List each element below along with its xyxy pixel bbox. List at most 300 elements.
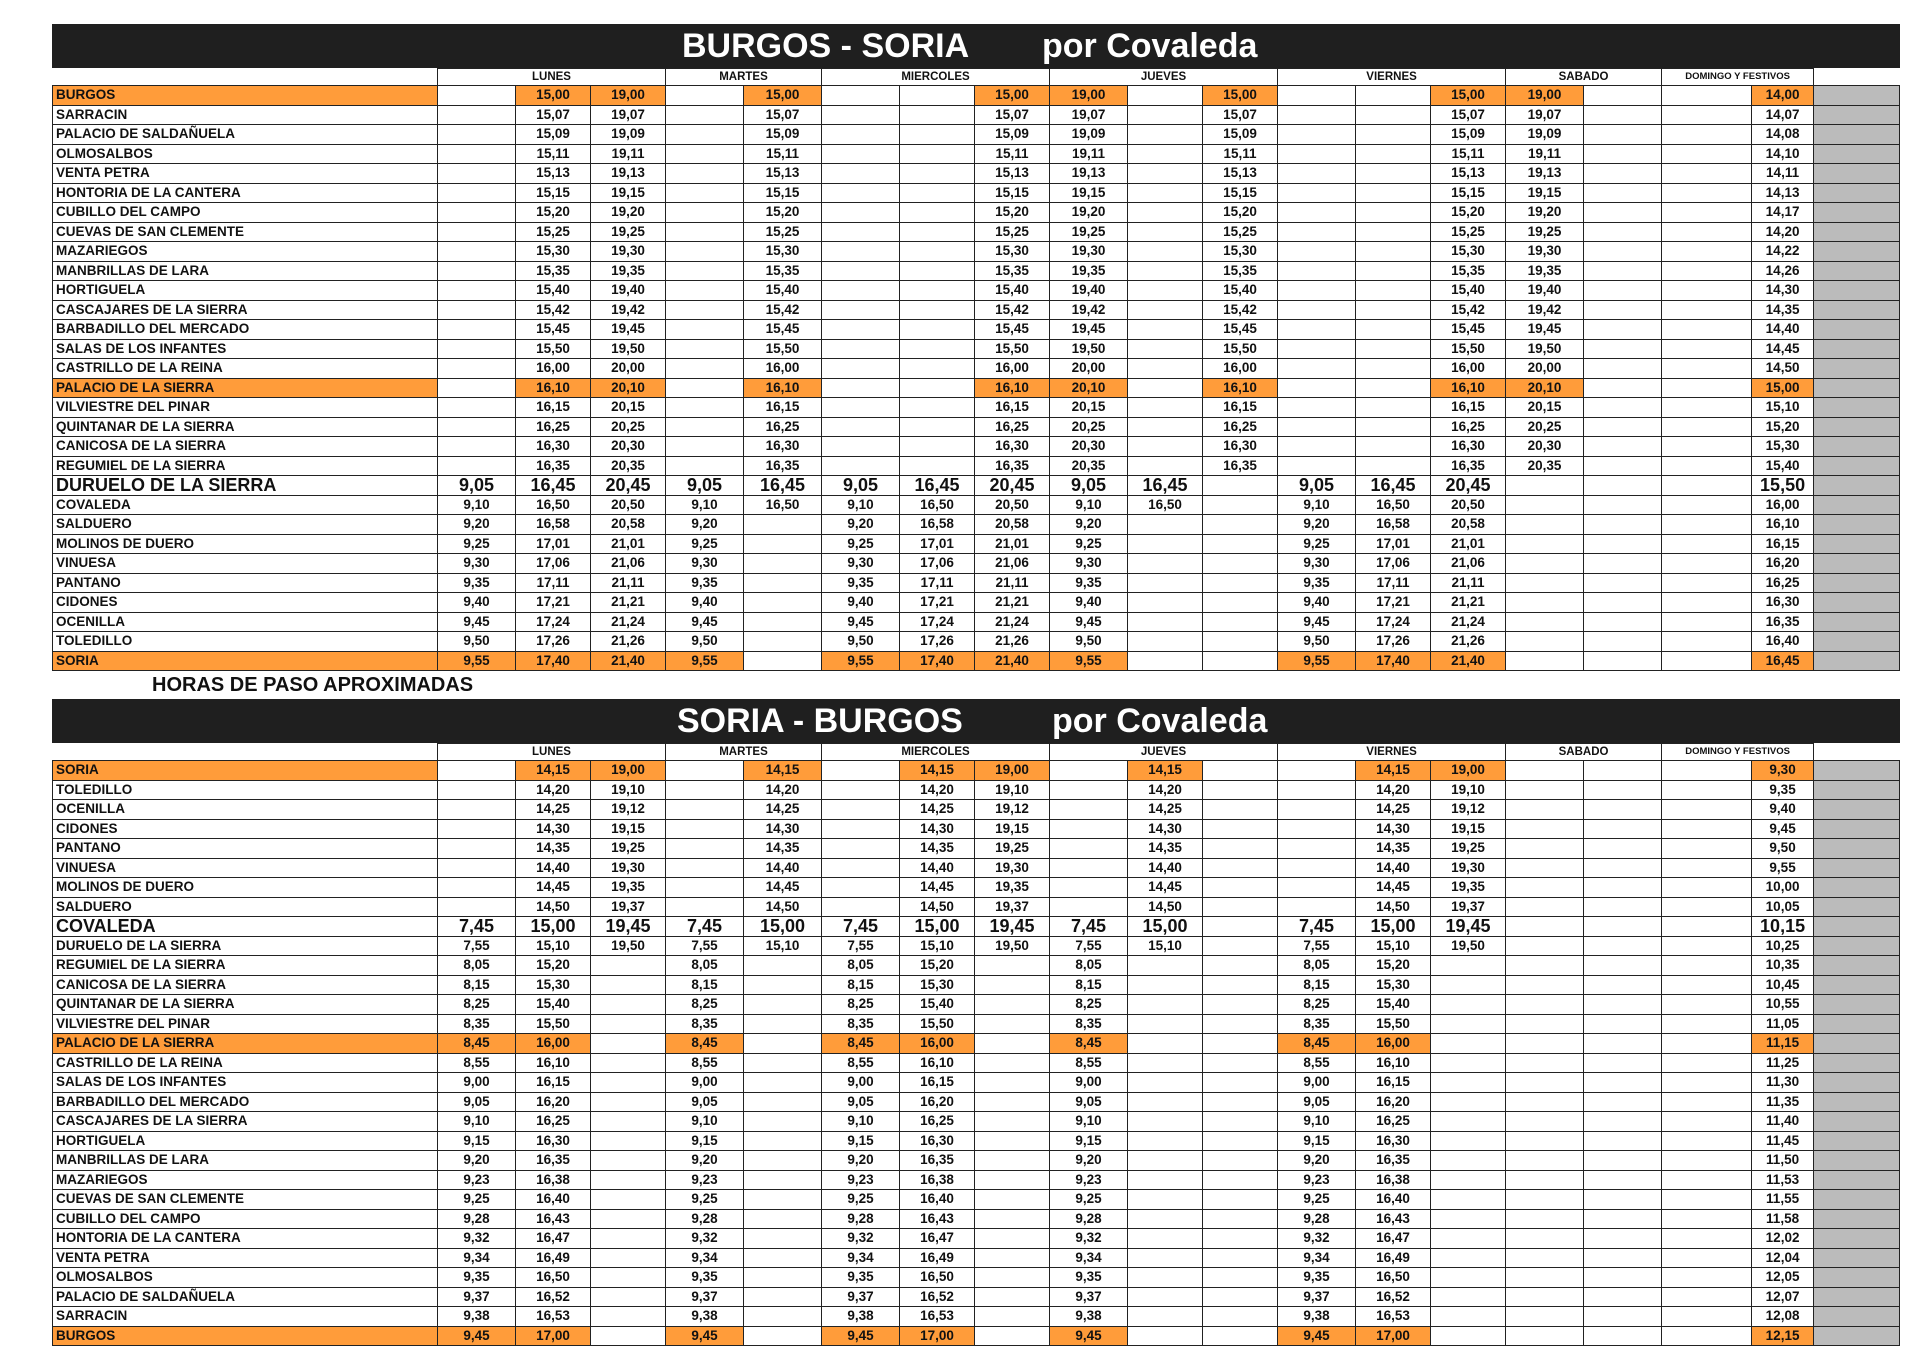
departure-time — [1662, 125, 1752, 145]
departure-time — [1814, 1248, 1900, 1268]
departure-time: 15,40 — [1752, 456, 1814, 476]
departure-time — [438, 378, 516, 398]
departure-time: 19,25 — [591, 839, 666, 859]
departure-time — [1278, 858, 1356, 878]
departure-time — [1814, 495, 1900, 515]
departure-time: 11,30 — [1752, 1073, 1814, 1093]
departure-time — [1506, 476, 1584, 496]
departure-time: 19,09 — [1506, 125, 1584, 145]
station-row — [53, 495, 1900, 515]
departure-time: 9,05 — [1278, 476, 1356, 496]
departure-time: 19,30 — [1431, 858, 1506, 878]
departure-time — [1662, 261, 1752, 281]
day-header: SABADO — [1506, 69, 1662, 86]
departure-time: 15,11 — [516, 144, 591, 164]
departure-time: 21,40 — [1431, 651, 1506, 671]
departure-time: 20,15 — [1050, 398, 1128, 418]
departure-time — [1356, 105, 1431, 125]
departure-time — [1128, 86, 1203, 106]
departure-time — [1584, 612, 1662, 632]
departure-time: 17,00 — [900, 1326, 975, 1346]
departure-time — [822, 839, 900, 859]
departure-time: 17,06 — [1356, 554, 1431, 574]
departure-time — [1506, 1092, 1584, 1112]
departure-time — [1662, 573, 1752, 593]
station-name: MOLINOS DE DUERO — [53, 878, 438, 898]
departure-time — [1128, 995, 1203, 1015]
departure-time: 19,35 — [1431, 878, 1506, 898]
departure-time — [1662, 1268, 1752, 1288]
departure-time: 9,35 — [822, 1268, 900, 1288]
departure-time — [1278, 339, 1356, 359]
departure-time — [1506, 1034, 1584, 1054]
departure-time: 16,00 — [1203, 359, 1278, 379]
departure-time — [1814, 164, 1900, 184]
departure-time — [1203, 956, 1278, 976]
departure-time: 15,11 — [744, 144, 822, 164]
station-name: CUEVAS DE SAN CLEMENTE — [53, 222, 438, 242]
departure-time — [1278, 819, 1356, 839]
departure-time — [1814, 300, 1900, 320]
departure-time: 15,30 — [1431, 242, 1506, 262]
departure-time: 21,01 — [975, 534, 1050, 554]
departure-time — [1662, 1151, 1752, 1171]
departure-time: 9,23 — [1050, 1170, 1128, 1190]
departure-time: 17,40 — [1356, 651, 1431, 671]
departure-time: 16,49 — [1356, 1248, 1431, 1268]
departure-time — [1662, 456, 1752, 476]
departure-time: 11,25 — [1752, 1053, 1814, 1073]
departure-time: 19,42 — [1050, 300, 1128, 320]
departure-time — [975, 1014, 1050, 1034]
departure-time — [1128, 1248, 1203, 1268]
departure-time — [900, 203, 975, 223]
departure-time: 15,25 — [1203, 222, 1278, 242]
departure-time — [1050, 897, 1128, 917]
departure-time — [1278, 300, 1356, 320]
departure-time — [1278, 261, 1356, 281]
departure-time: 16,20 — [516, 1092, 591, 1112]
departure-time — [438, 105, 516, 125]
departure-time: 9,32 — [1278, 1229, 1356, 1249]
departure-time — [1584, 1053, 1662, 1073]
departure-time: 16,52 — [1356, 1287, 1431, 1307]
departure-time: 19,40 — [1050, 281, 1128, 301]
departure-time: 14,40 — [1128, 858, 1203, 878]
departure-time: 15,35 — [975, 261, 1050, 281]
departure-time — [1814, 917, 1900, 937]
departure-time: 15,00 — [1752, 378, 1814, 398]
departure-time — [591, 956, 666, 976]
departure-time — [1814, 1170, 1900, 1190]
departure-time: 14,00 — [1752, 86, 1814, 106]
departure-time: 14,35 — [744, 839, 822, 859]
departure-time: 16,30 — [900, 1131, 975, 1151]
departure-time: 10,00 — [1752, 878, 1814, 898]
departure-time — [1128, 1229, 1203, 1249]
station-row — [53, 761, 1900, 781]
departure-time — [591, 1229, 666, 1249]
departure-time: 19,45 — [1506, 320, 1584, 340]
departure-time — [822, 203, 900, 223]
departure-time — [1128, 975, 1203, 995]
departure-time: 9,10 — [1278, 1112, 1356, 1132]
departure-time: 20,30 — [591, 437, 666, 457]
departure-time — [744, 1287, 822, 1307]
departure-time — [1506, 612, 1584, 632]
departure-time: 15,40 — [900, 995, 975, 1015]
departure-time — [1128, 125, 1203, 145]
departure-time — [1128, 105, 1203, 125]
station-name: COVALEDA — [53, 495, 438, 515]
departure-time — [900, 359, 975, 379]
departure-time: 20,35 — [1050, 456, 1128, 476]
departure-time — [1506, 1248, 1584, 1268]
departure-time: 19,07 — [1050, 105, 1128, 125]
departure-time — [438, 800, 516, 820]
departure-time: 15,20 — [744, 203, 822, 223]
departure-time — [1356, 86, 1431, 106]
departure-time: 19,37 — [1431, 897, 1506, 917]
departure-time: 16,00 — [900, 1034, 975, 1054]
departure-time: 16,38 — [1356, 1170, 1431, 1190]
departure-time — [1203, 573, 1278, 593]
departure-time — [1506, 1131, 1584, 1151]
station-row — [53, 359, 1900, 379]
station-row — [53, 936, 1900, 956]
departure-time — [975, 1229, 1050, 1249]
departure-time: 19,30 — [591, 858, 666, 878]
departure-time: 9,34 — [438, 1248, 516, 1268]
departure-time — [1506, 761, 1584, 781]
departure-time: 15,20 — [516, 203, 591, 223]
departure-time — [1814, 456, 1900, 476]
departure-time — [666, 261, 744, 281]
departure-time: 19,45 — [1431, 917, 1506, 937]
departure-time — [1128, 417, 1203, 437]
departure-time: 9,45 — [822, 1326, 900, 1346]
section-soria-burgos — [52, 699, 1900, 1346]
departure-time: 15,50 — [516, 339, 591, 359]
departure-time — [1356, 164, 1431, 184]
departure-time: 21,01 — [1431, 534, 1506, 554]
departure-time: 8,45 — [666, 1034, 744, 1054]
station-name: PALACIO DE LA SIERRA — [53, 1034, 438, 1054]
day-header-row — [53, 69, 1900, 86]
departure-time: 11,58 — [1752, 1209, 1814, 1229]
departure-time: 11,40 — [1752, 1112, 1814, 1132]
station-name: VINUESA — [53, 858, 438, 878]
departure-time — [1584, 534, 1662, 554]
departure-time: 9,38 — [666, 1307, 744, 1327]
departure-time — [1662, 651, 1752, 671]
departure-time: 9,38 — [822, 1307, 900, 1327]
departure-time — [438, 125, 516, 145]
departure-time: 21,26 — [975, 632, 1050, 652]
departure-time: 9,38 — [438, 1307, 516, 1327]
departure-time: 14,35 — [1752, 300, 1814, 320]
departure-time — [1203, 1248, 1278, 1268]
departure-time — [438, 456, 516, 476]
station-row — [53, 651, 1900, 671]
departure-time — [744, 554, 822, 574]
departure-time: 16,25 — [1752, 573, 1814, 593]
departure-time — [975, 1034, 1050, 1054]
departure-time: 14,15 — [1128, 761, 1203, 781]
departure-time: 15,30 — [744, 242, 822, 262]
station-name: BURGOS — [53, 86, 438, 106]
departure-time: 20,58 — [1431, 515, 1506, 535]
departure-time: 16,10 — [1203, 378, 1278, 398]
departure-time: 9,50 — [438, 632, 516, 652]
departure-time: 9,10 — [1050, 1112, 1128, 1132]
departure-time: 19,13 — [1050, 164, 1128, 184]
departure-time — [591, 995, 666, 1015]
departure-time: 19,10 — [1431, 780, 1506, 800]
departure-time — [1356, 456, 1431, 476]
departure-time — [1278, 359, 1356, 379]
station-name: REGUMIEL DE LA SIERRA — [53, 456, 438, 476]
departure-time: 8,45 — [1278, 1034, 1356, 1054]
departure-time — [1584, 320, 1662, 340]
departure-time: 15,10 — [900, 936, 975, 956]
departure-time — [1431, 1229, 1506, 1249]
departure-time — [900, 417, 975, 437]
departure-time — [1584, 1170, 1662, 1190]
departure-time — [1203, 936, 1278, 956]
departure-time — [1128, 359, 1203, 379]
departure-time — [666, 183, 744, 203]
departure-time: 15,35 — [744, 261, 822, 281]
departure-time — [1662, 878, 1752, 898]
departure-time: 8,05 — [1278, 956, 1356, 976]
departure-time: 15,11 — [975, 144, 1050, 164]
departure-time: 9,35 — [1050, 573, 1128, 593]
departure-time — [591, 1190, 666, 1210]
station-name: OCENILLA — [53, 612, 438, 632]
departure-time: 19,25 — [591, 222, 666, 242]
departure-time — [1814, 1034, 1900, 1054]
departure-time: 19,15 — [591, 819, 666, 839]
station-name: SALAS DE LOS INFANTES — [53, 1073, 438, 1093]
departure-time: 20,58 — [591, 515, 666, 535]
departure-time — [1814, 86, 1900, 106]
departure-time: 8,55 — [666, 1053, 744, 1073]
departure-time — [975, 1170, 1050, 1190]
station-row — [53, 1190, 1900, 1210]
departure-time: 14,20 — [744, 780, 822, 800]
departure-time — [1431, 975, 1506, 995]
departure-time — [744, 612, 822, 632]
station-row — [53, 222, 1900, 242]
departure-time: 16,10 — [975, 378, 1050, 398]
departure-time — [1278, 839, 1356, 859]
station-row — [53, 144, 1900, 164]
departure-time: 16,35 — [1431, 456, 1506, 476]
departure-time: 15,11 — [1431, 144, 1506, 164]
departure-time — [1128, 1209, 1203, 1229]
departure-time — [666, 203, 744, 223]
departure-time: 16,15 — [1356, 1073, 1431, 1093]
departure-time — [1584, 554, 1662, 574]
day-header: SABADO — [1506, 744, 1662, 761]
departure-time — [822, 359, 900, 379]
departure-time — [666, 359, 744, 379]
departure-time — [1278, 203, 1356, 223]
departure-time — [1662, 320, 1752, 340]
departure-time — [1506, 800, 1584, 820]
departure-time: 15,30 — [516, 242, 591, 262]
departure-time — [1128, 339, 1203, 359]
departure-time — [438, 222, 516, 242]
departure-time — [1584, 573, 1662, 593]
departure-time — [1662, 975, 1752, 995]
station-name: OCENILLA — [53, 800, 438, 820]
departure-time: 15,35 — [1203, 261, 1278, 281]
departure-time — [1662, 378, 1752, 398]
departure-time: 9,32 — [438, 1229, 516, 1249]
departure-time: 19,20 — [1506, 203, 1584, 223]
station-row — [53, 476, 1900, 496]
departure-time — [666, 125, 744, 145]
departure-time — [1203, 1170, 1278, 1190]
station-name: CIDONES — [53, 593, 438, 613]
departure-time: 20,50 — [1431, 495, 1506, 515]
departure-time: 9,37 — [1050, 1287, 1128, 1307]
departure-time: 9,05 — [1050, 476, 1128, 496]
station-name: SALDUERO — [53, 515, 438, 535]
station-name: CASCAJARES DE LA SIERRA — [53, 300, 438, 320]
departure-time — [822, 164, 900, 184]
departure-time — [1128, 554, 1203, 574]
station-name: REGUMIEL DE LA SIERRA — [53, 956, 438, 976]
departure-time — [1814, 936, 1900, 956]
departure-time: 15,10 — [1356, 936, 1431, 956]
departure-time: 9,25 — [438, 534, 516, 554]
departure-time — [1506, 897, 1584, 917]
departure-time: 15,35 — [516, 261, 591, 281]
departure-time: 20,45 — [975, 476, 1050, 496]
departure-time — [1203, 1112, 1278, 1132]
departure-time — [975, 1151, 1050, 1171]
departure-time — [1814, 437, 1900, 457]
departure-time: 16,35 — [516, 456, 591, 476]
departure-time: 12,07 — [1752, 1287, 1814, 1307]
station-row — [53, 819, 1900, 839]
departure-time: 16,43 — [516, 1209, 591, 1229]
departure-time — [1584, 1014, 1662, 1034]
departure-time: 16,15 — [516, 398, 591, 418]
departure-time: 16,50 — [1356, 1268, 1431, 1288]
departure-time: 9,25 — [1050, 1190, 1128, 1210]
departure-time — [1814, 261, 1900, 281]
departure-time: 9,28 — [438, 1209, 516, 1229]
departure-time — [1203, 651, 1278, 671]
departure-time — [1662, 1326, 1752, 1346]
departure-time — [1278, 878, 1356, 898]
departure-time — [1814, 1209, 1900, 1229]
departure-time — [1584, 183, 1662, 203]
departure-time — [1814, 1131, 1900, 1151]
departure-time — [975, 975, 1050, 995]
departure-time: 9,32 — [666, 1229, 744, 1249]
departure-time — [1662, 164, 1752, 184]
departure-time: 16,00 — [516, 1034, 591, 1054]
departure-time: 8,05 — [666, 956, 744, 976]
departure-time: 16,15 — [744, 398, 822, 418]
departure-time: 16,30 — [1752, 593, 1814, 613]
station-row — [53, 1112, 1900, 1132]
departure-time: 9,20 — [822, 515, 900, 535]
departure-time — [1662, 203, 1752, 223]
departure-time — [900, 164, 975, 184]
station-row — [53, 437, 1900, 457]
station-row — [53, 203, 1900, 223]
departure-time: 15,09 — [1431, 125, 1506, 145]
departure-time: 14,40 — [1752, 320, 1814, 340]
departure-time — [1662, 1170, 1752, 1190]
departure-time — [1431, 1326, 1506, 1346]
departure-time: 16,45 — [1356, 476, 1431, 496]
departure-time — [744, 1190, 822, 1210]
departure-time — [1814, 1326, 1900, 1346]
departure-time — [822, 858, 900, 878]
departure-time: 14,13 — [1752, 183, 1814, 203]
departure-time — [975, 1190, 1050, 1210]
departure-time — [1050, 800, 1128, 820]
departure-time: 19,07 — [591, 105, 666, 125]
departure-time: 9,20 — [1050, 515, 1128, 535]
station-row — [53, 612, 1900, 632]
departure-time — [1431, 995, 1506, 1015]
departure-time — [1128, 456, 1203, 476]
departure-time — [666, 378, 744, 398]
departure-time — [438, 203, 516, 223]
departure-time — [666, 86, 744, 106]
departure-time — [1814, 1287, 1900, 1307]
departure-time: 19,45 — [1050, 320, 1128, 340]
station-name: MAZARIEGOS — [53, 242, 438, 262]
departure-time — [1814, 800, 1900, 820]
departure-time — [438, 761, 516, 781]
departure-time — [822, 456, 900, 476]
departure-time — [744, 1209, 822, 1229]
departure-time: 9,10 — [666, 495, 744, 515]
station-name: BURGOS — [53, 1326, 438, 1346]
departure-time — [1431, 1073, 1506, 1093]
header-blank — [53, 69, 438, 86]
departure-time: 16,53 — [1356, 1307, 1431, 1327]
departure-time: 19,25 — [1431, 839, 1506, 859]
departure-time: 19,00 — [1050, 86, 1128, 106]
departure-time: 9,50 — [1278, 632, 1356, 652]
departure-time: 9,23 — [666, 1170, 744, 1190]
departure-time: 14,26 — [1752, 261, 1814, 281]
departure-time: 16,20 — [900, 1092, 975, 1112]
departure-time — [438, 858, 516, 878]
departure-time: 16,50 — [516, 1268, 591, 1288]
departure-time: 16,49 — [900, 1248, 975, 1268]
departure-time — [1814, 320, 1900, 340]
departure-time: 9,30 — [666, 554, 744, 574]
departure-time: 20,45 — [591, 476, 666, 496]
departure-time — [1278, 897, 1356, 917]
departure-time: 15,07 — [975, 105, 1050, 125]
departure-time — [1584, 780, 1662, 800]
departure-time: 15,40 — [744, 281, 822, 301]
departure-time: 7,45 — [822, 917, 900, 937]
departure-time: 16,45 — [744, 476, 822, 496]
